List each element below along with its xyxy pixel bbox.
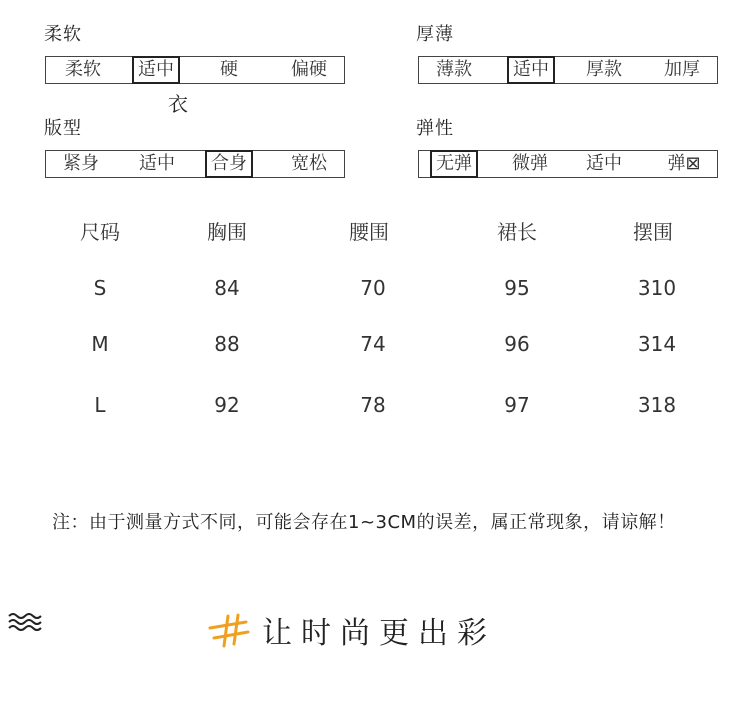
elasticity-options [418,150,718,178]
table-cell: 310 [637,276,677,300]
thickness-option-3: 厚款 [586,59,622,80]
table-cell: 70 [360,276,386,300]
thickness-option-4: 加厚 [664,59,700,80]
elasticity-option-2: 微弹 [512,153,548,174]
table-cell: 96 [504,332,530,356]
table-cell: 97 [504,393,530,417]
fit-option-2: 适中 [139,153,175,174]
stray-character: 衣 [168,92,188,116]
table-cell: S [93,276,107,300]
slogan-text: 让时尚更出彩 [262,616,496,651]
table-cell: 95 [504,276,530,300]
thickness-option-2-selected: 适中 [507,56,555,84]
table-cell: 78 [360,393,386,417]
softness-option-3: 硬 [220,59,238,80]
table-header-length: 裙长 [497,220,537,244]
elasticity-title: 弹性 [416,118,454,139]
fit-option-3-selected: 合身 [205,150,253,178]
table-cell: 318 [637,393,677,417]
table-header-waist: 腰围 [349,220,389,244]
softness-options [45,56,345,84]
thickness-option-1: 薄款 [436,59,472,80]
fit-title: 版型 [44,118,82,139]
softness-option-1: 柔软 [65,59,101,80]
table-header-bust: 胸围 [207,220,247,244]
hash-mark-icon [206,612,252,648]
table-header-size: 尺码 [80,220,120,244]
table-cell: 74 [360,332,386,356]
fit-option-1: 紧身 [63,153,99,174]
elasticity-option-4: 弹⊠ [667,153,701,174]
fit-option-4: 宽松 [291,153,327,174]
wave-lines-icon [8,612,44,632]
thickness-title: 厚薄 [416,24,454,45]
table-cell: L [94,393,106,417]
softness-title: 柔软 [44,24,82,45]
table-header-hem: 摆围 [633,220,673,244]
softness-option-2-selected: 适中 [132,56,180,84]
fit-options [45,150,345,178]
elasticity-option-1-selected: 无弹 [430,150,478,178]
thickness-options [418,56,718,84]
table-cell: 92 [214,393,240,417]
measurement-note: 注：由于测量方式不同，可能会存在1~3CM的误差，属正常现象，请谅解！ [52,512,676,533]
table-cell: M [91,332,109,356]
table-cell: 314 [637,332,677,356]
elasticity-option-3: 适中 [586,153,622,174]
softness-option-4: 偏硬 [291,59,327,80]
table-cell: 84 [214,276,240,300]
table-cell: 88 [214,332,240,356]
